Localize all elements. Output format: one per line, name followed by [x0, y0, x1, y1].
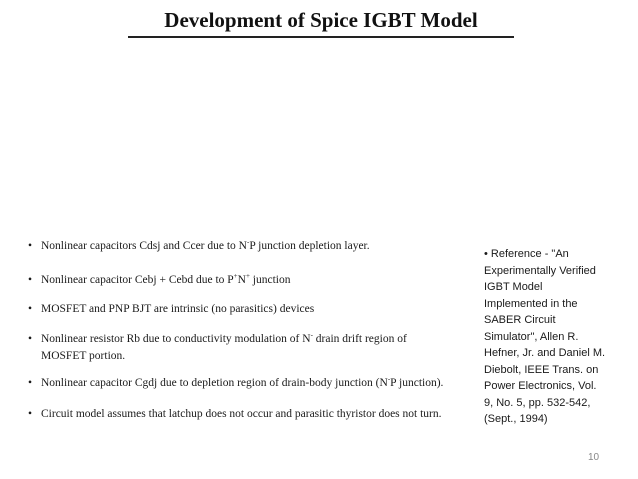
bullet-text: Nonlinear capacitor Cgdj due to depletion region of drain-body junction (N-P junction). [41, 375, 444, 389]
bullet-marker: • [28, 274, 33, 286]
bullet-text: Nonlinear capacitor Cebj + Cebd due to P+N+ junction [41, 272, 291, 286]
bullet-text: Nonlinear resistor Rb due to conductivity modulation of N- drain drift region of MOSFET portion. [41, 331, 407, 362]
reference-note: • Reference - "An Experimentally Verified IGBT Model Implemented in the SABER Circuit Simulator", Allen R. Hefner, Jr. and Daniel M. Diebolt, IEEE Trans. on Power Electronics, Vol. 9, No. 5, pp. 532-542, (Sept., 1994) [484, 248, 606, 425]
bullet-text: Nonlinear capacitors Cdsj and Ccer due to N-P junction depletion layer. [41, 238, 370, 252]
bullet-marker: • [28, 377, 33, 389]
bullet-marker: • [28, 333, 33, 345]
bullet-marker: • [28, 408, 33, 420]
bullet-text: Circuit model assumes that latchup does not occur and parasitic thyristor does not turn. [41, 408, 442, 420]
bullet-marker: • [28, 240, 33, 252]
bullet-marker: • [28, 303, 33, 315]
slide-title: Development of Spice IGBT Model [164, 8, 478, 32]
page-number: 10 [588, 452, 600, 463]
bullet-text: MOSFET and PNP BJT are intrinsic (no parasitics) devices [41, 303, 315, 315]
title-underline [128, 36, 514, 38]
